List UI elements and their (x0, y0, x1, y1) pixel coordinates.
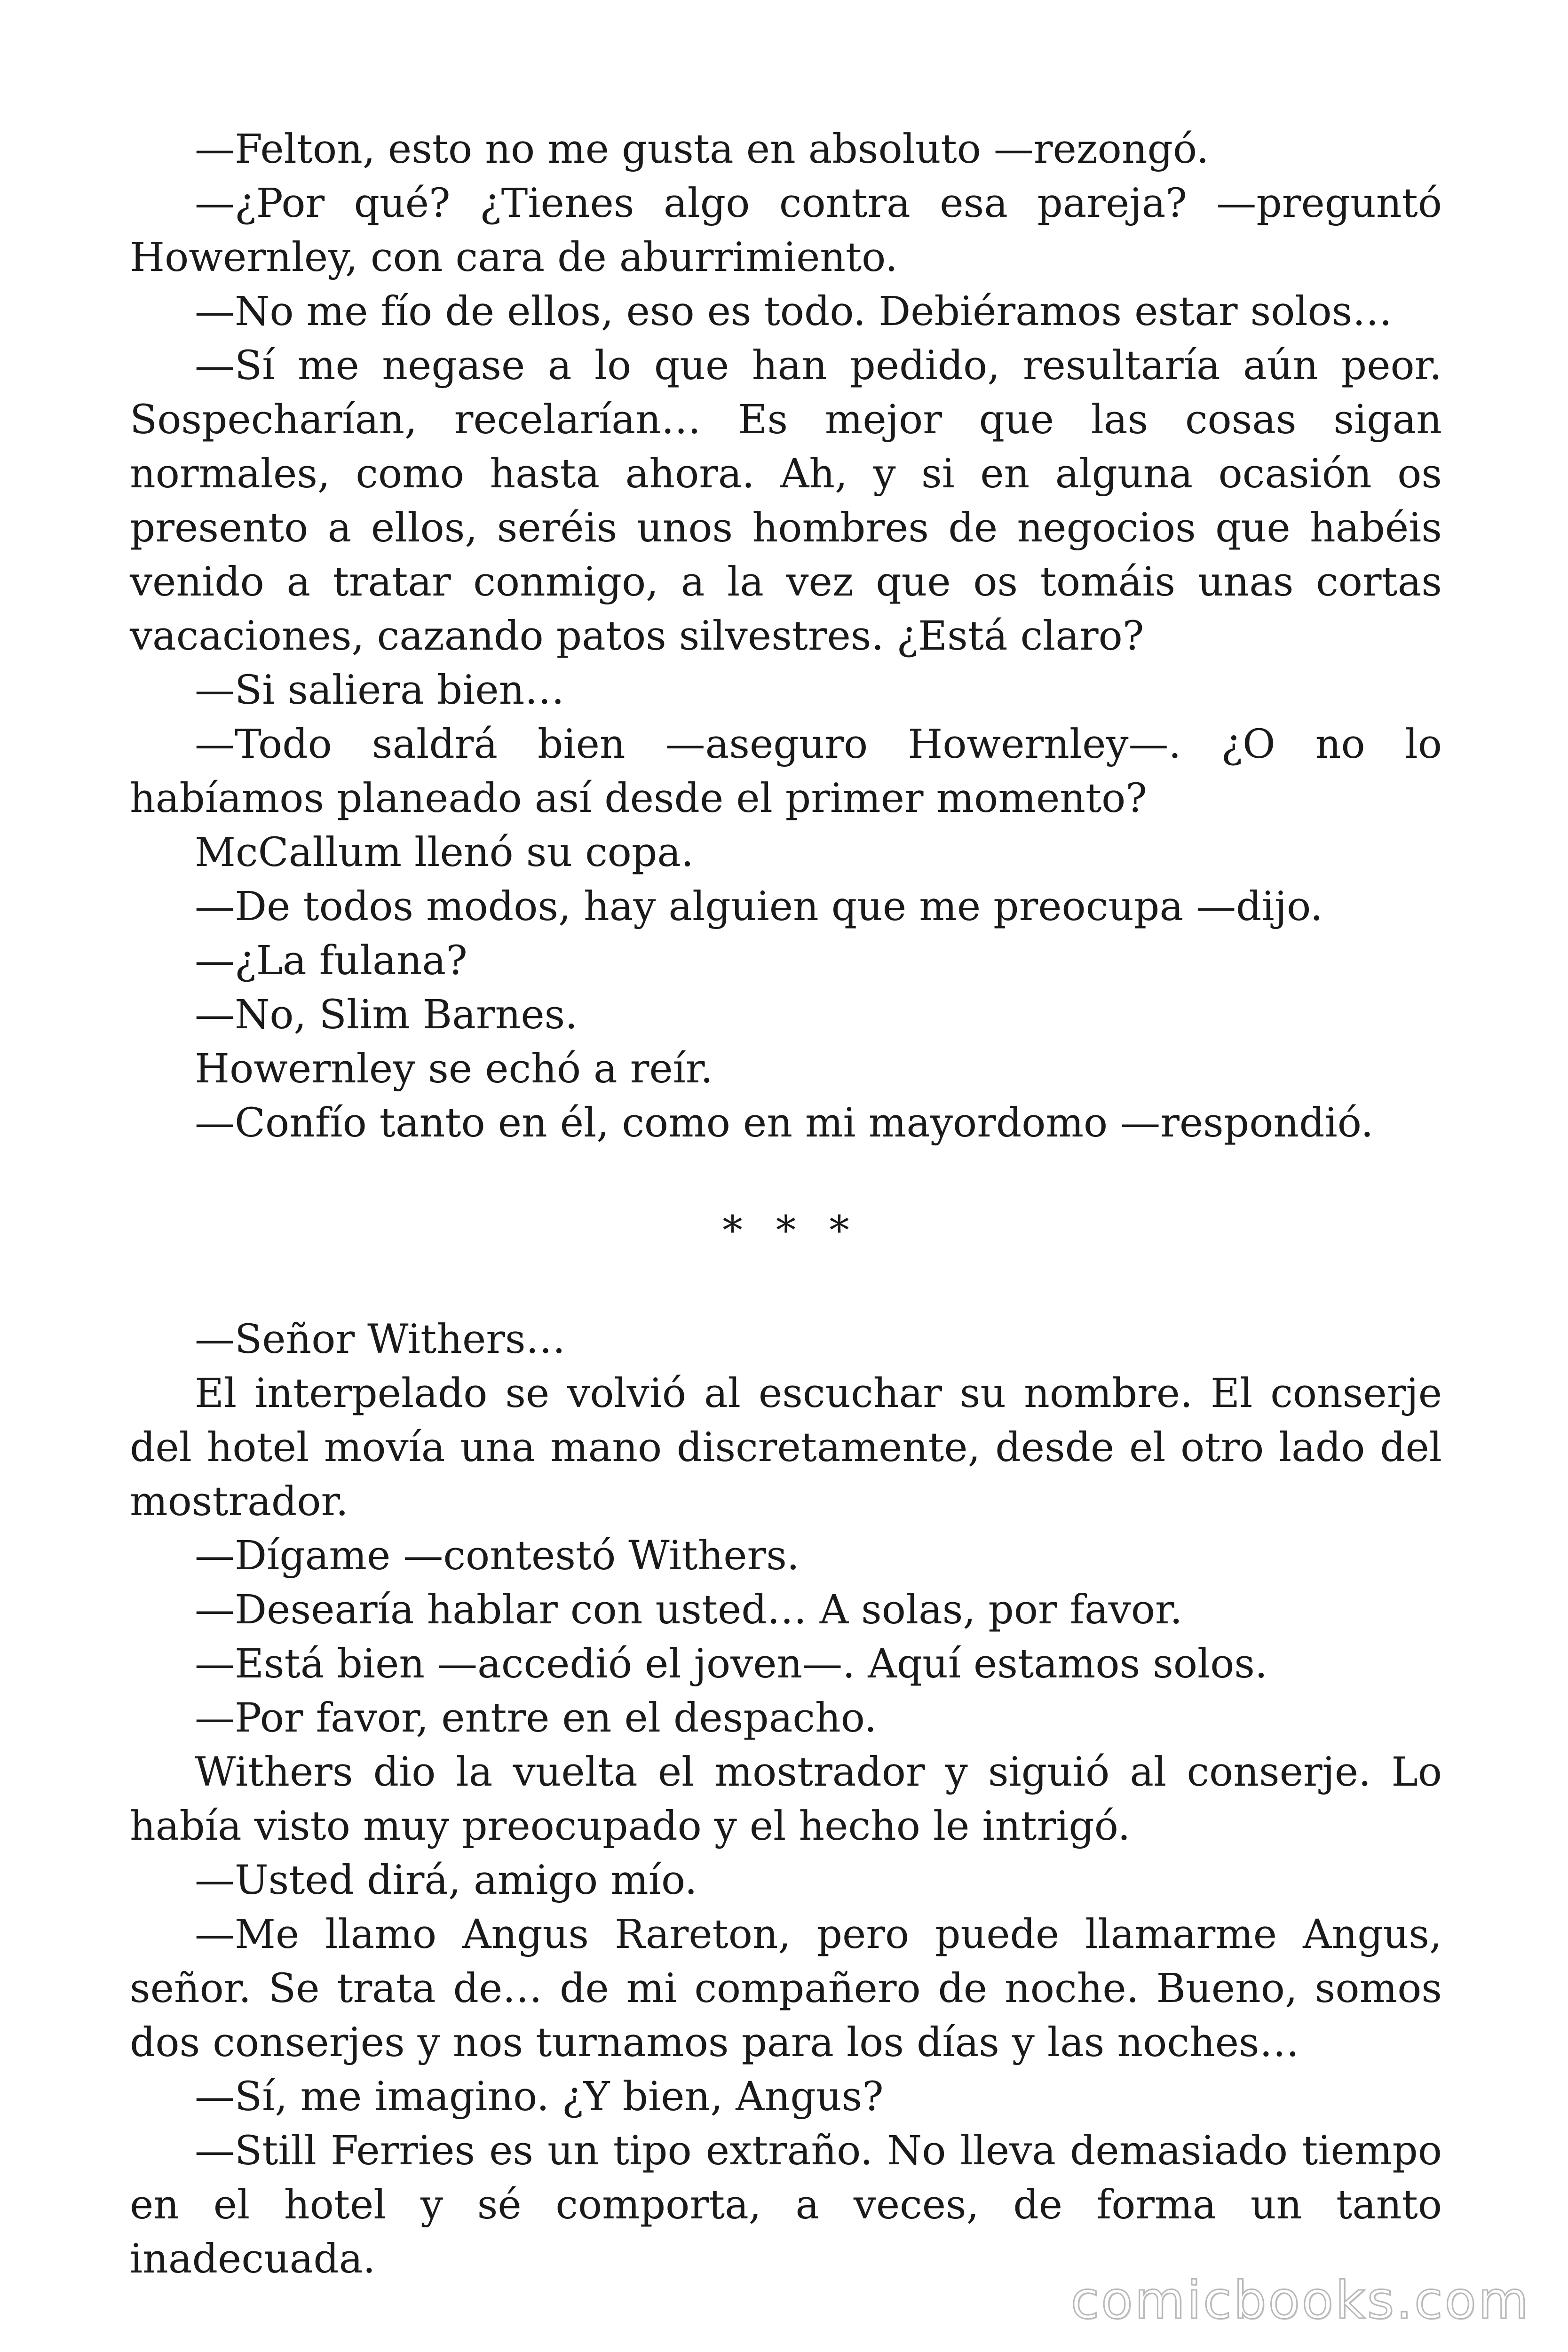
paragraph: Howernley se echó a reír. (195, 1046, 713, 1092)
paragraph: —Si saliera bien… (195, 667, 565, 714)
paragraph: McCallum llenó su copa. (195, 829, 694, 876)
paragraph: —Por favor, entre en el despacho. (195, 1695, 877, 1741)
paragraph: El interpelado se volvió al escuchar su nombre. El conserje del hotel movía una mano discretamente, desde el otro lado del mostrador. (130, 1370, 1442, 1525)
paragraph: Withers dio la vuelta el mostrador y siguió al conserje. Lo había visto muy preocupado y el hecho le intrigó. (130, 1749, 1442, 1850)
text-block-2 (130, 1312, 1442, 2286)
paragraph: —No, Slim Barnes. (195, 992, 578, 1038)
paragraph: —Confío tanto en él, como en mi mayordomo —respondió. (195, 1100, 1374, 1146)
paragraph: —Desearía hablar con usted… A solas, por favor. (195, 1587, 1183, 1633)
paragraph: —De todos modos, hay alguien que me preocupa —dijo. (195, 883, 1323, 930)
watermark: comicbooks.com (1070, 2270, 1530, 2330)
paragraph: —Usted dirá, amigo mío. (195, 1857, 697, 1904)
paragraph: —¿Por qué? ¿Tienes algo contra esa pareja? —preguntó Howernley, con cara de aburrimiento. (130, 180, 1442, 281)
paragraph: —Still Ferries es un tipo extraño. No lleva demasiado tiempo en el hotel y sé comporta, a veces, de forma un tanto inadecuada. (130, 2128, 1442, 2282)
text-block-1 (130, 122, 1442, 1150)
paragraph: —Felton, esto no me gusta en absoluto —rezongó. (195, 126, 1209, 173)
paragraph: —Sí me negase a lo que han pedido, resultaría aún peor. Sospecharían, recelarían… Es mejor que las cosas sigan normales, como hasta ahora. Ah, y si en alguna ocasión os presento a ellos, seréis unos hombres de negocios que habéis venido a tratar conmigo, a la vez que os tomáis unas cortas vacaciones, cazando patos silvestres. ¿Está claro? (130, 342, 1442, 660)
paragraph: —Dígame —contestó Withers. (195, 1533, 800, 1579)
scene-break-separator: * * * (722, 1208, 860, 1254)
paragraph: —¿La fulana? (195, 938, 467, 984)
paragraph: —Me llamo Angus Rareton, pero puede llamarme Angus, señor. Se trata de… de mi compañero de noche. Bueno, somos dos conserjes y nos turnamos para los días y las noches… (130, 1911, 1442, 2066)
paragraph: —Está bien —accedió el joven—. Aquí estamos solos. (195, 1641, 1268, 1687)
book-page-text (130, 122, 1442, 2286)
paragraph: —Todo saldrá bien —aseguro Howernley—. ¿O no lo habíamos planeado así desde el primer momento? (130, 721, 1442, 822)
paragraph: —No me fío de ellos, eso es todo. Debiéramos estar solos… (195, 288, 1393, 335)
paragraph: —Sí, me imagino. ¿Y bien, Angus? (195, 2074, 884, 2120)
paragraph: —Señor Withers… (195, 1316, 566, 1363)
